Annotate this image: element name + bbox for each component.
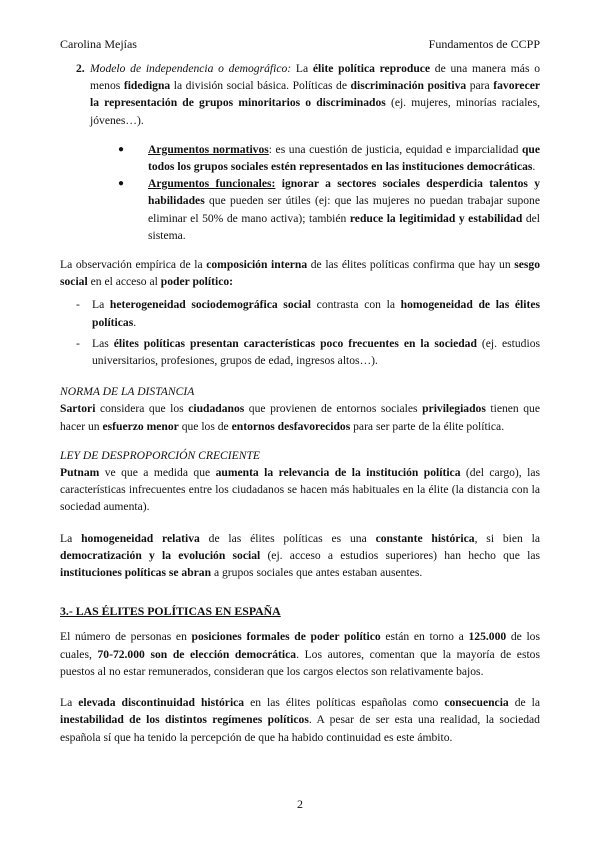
section-3-heading: 3.- LAS ÉLITES POLÍTICAS EN ESPAÑA <box>60 604 281 619</box>
distance-norm-title: NORMA DE LA DISTANCIA <box>60 385 195 399</box>
bullet-icon: ● <box>118 178 125 190</box>
header-course: Fundamentos de CCPP <box>428 37 540 51</box>
page-number: 2 <box>297 797 303 811</box>
dash-icon: - <box>76 298 80 312</box>
observation-list <box>60 296 540 369</box>
bullet-icon: ● <box>118 143 125 155</box>
list-item: - Las élites políticas presentan características poco frecuentes en la sociedad (ej. estudios universitarios, profesiones, grupos de edad, ingresos altos…). <box>76 336 540 368</box>
homogeneity-paragraph: La homogeneidad relativa de las élites políticas es una constante histórica, si bien la democratización y la evolución social (ej. acceso a estudios superiores) han hecho que las instituciones políticas se abran a grupos sociales que antes estaban ausentes. <box>60 531 541 580</box>
observation-paragraph: La observación empírica de la composición interna de las élites políticas confirma que hay un sesgo social en el acceso al poder político: <box>60 258 541 289</box>
positions-paragraph: El número de personas en posiciones formales de poder político están en torno a 125.000 de los cuales, 70-72.000 son de elección democrática. Los autores, comentan que la mayoría de estos puestos al no estar remunerados, consideran que los cargos electos son relativamente bajos. <box>60 630 540 678</box>
list-item: - La heterogeneidad sociodemográfica social contrasta con la homogeneidad de las élites políticas. <box>76 298 541 329</box>
header-author: Carolina Mejías <box>60 37 137 51</box>
discontinuity-paragraph: La elevada discontinuidad histórica en las élites políticas españolas como consecuencia de la inestabilidad de los distintos regímenes políticos. A pesar de ser esta una realidad, la sociedad española sí que ha tenido la percepción de que ha habido continuidad es este ámbito. <box>60 696 540 744</box>
item-2-italic: Modelo de independencia o demográfico: <box>90 62 292 75</box>
list-item: ● Argumentos funcionales: ignorar a sectores sociales desperdicia talentos y habilidades que pueden ser útiles (ej: que las mujeres no puedan trabajar supone eliminar el 50% de mano activa); también reduce la legitimidad y estabilidad del sistema. <box>118 177 541 242</box>
numbered-item-2 <box>60 60 540 129</box>
distance-norm-paragraph: Sartori considera que los ciudadanos que provienen de entornos sociales privilegiados tienen que hacer un esfuerzo menor que los de entornos desfavorecidos para ser parte de la élite política. <box>60 402 540 433</box>
increasing-disproportion-paragraph: Putnam ve que a medida que aumenta la relevancia de la institución política (del cargo), las características infrecuentes entre los ciudadanos se hacen más habituales en la élite (la distancia con la sociedad aumenta). <box>60 466 540 514</box>
dash-icon: - <box>76 336 80 350</box>
item-number: 2. <box>76 62 85 75</box>
arguments-list <box>60 141 540 244</box>
page-body <box>60 60 540 746</box>
list-item: ● Argumentos normativos: es una cuestión de justicia, equidad e imparcialidad que todos los grupos sociales estén representados en las instituciones democráticas. <box>118 142 540 174</box>
item-2-text: Modelo de independencia o demográfico: La élite política reproduce de una manera más o menos fidedigna la división social básica. Políticas de discriminación positiva para favorecer la representación de grupos minoritarios o discriminados (ej. mujeres, minorías raciales, jóvenes…). <box>90 62 541 127</box>
increasing-disproportion-title: LEY DE DESPROPORCIÓN CRECIENTE <box>60 448 260 462</box>
